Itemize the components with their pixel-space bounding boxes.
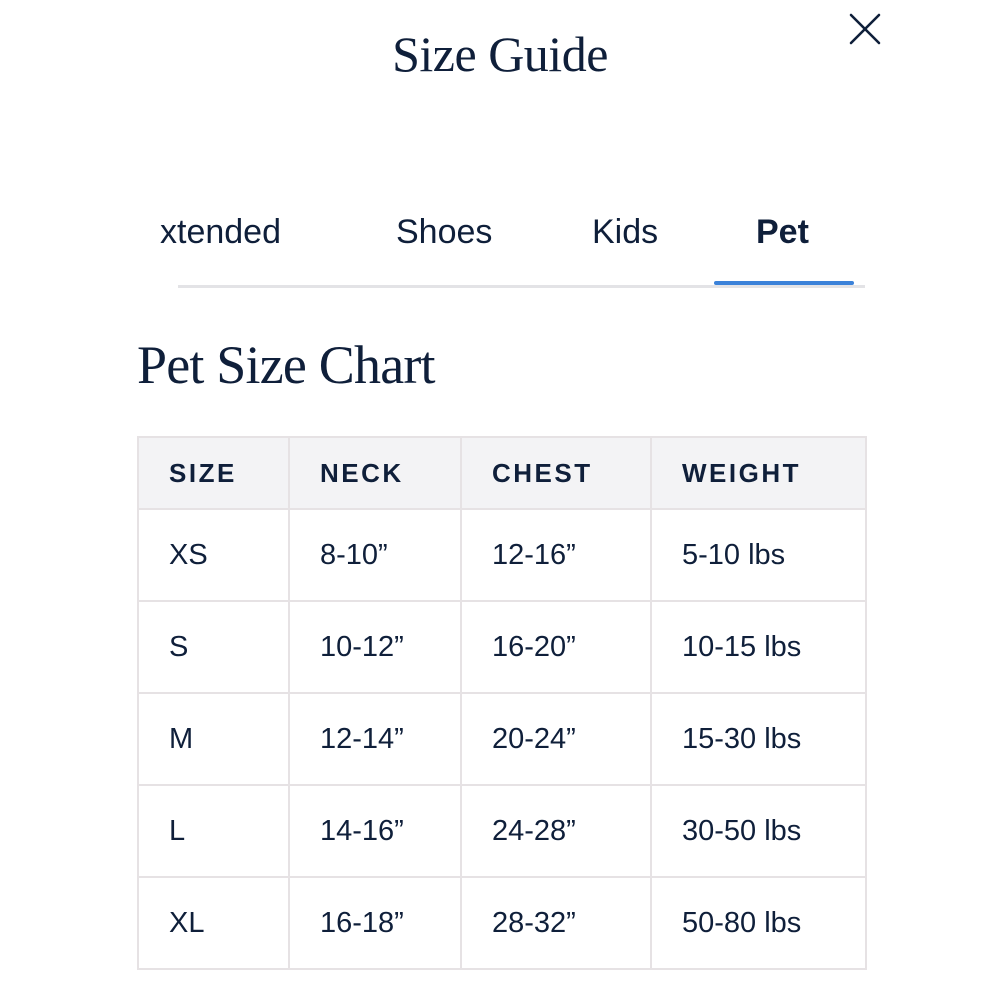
tab-kids[interactable]: Kids [592, 213, 659, 251]
tab-pet[interactable]: Pet [756, 213, 809, 251]
close-icon [842, 8, 888, 54]
cell-neck: 8-10” [289, 509, 461, 601]
table-row [138, 877, 866, 969]
chart-title: Pet Size Chart [137, 335, 435, 395]
cell-chest: 24-28” [461, 785, 651, 877]
cell-size: XS [138, 509, 289, 601]
tabs-divider [178, 285, 865, 288]
cell-weight: 15-30 lbs [651, 693, 866, 785]
cell-weight: 10-15 lbs [651, 601, 866, 693]
column-header-size: SIZE [138, 437, 289, 509]
cell-chest: 20-24” [461, 693, 651, 785]
cell-weight: 5-10 lbs [651, 509, 866, 601]
cell-weight: 30-50 lbs [651, 785, 866, 877]
cell-chest: 16-20” [461, 601, 651, 693]
cell-chest: 12-16” [461, 509, 651, 601]
modal-title: Size Guide [392, 26, 608, 82]
column-header-weight: WEIGHT [651, 437, 866, 509]
cell-neck: 16-18” [289, 877, 461, 969]
cell-chest: 28-32” [461, 877, 651, 969]
table-row [138, 785, 866, 877]
cell-size: S [138, 601, 289, 693]
cell-neck: 12-14” [289, 693, 461, 785]
table-row [138, 509, 866, 601]
table-header-row [138, 437, 866, 509]
cell-weight: 50-80 lbs [651, 877, 866, 969]
active-tab-indicator [714, 281, 854, 285]
tab-extended[interactable]: xtended [160, 213, 281, 251]
column-header-chest: CHEST [461, 437, 651, 509]
pet-size-table [137, 436, 867, 970]
size-category-tabs [160, 200, 865, 290]
cell-neck: 10-12” [289, 601, 461, 693]
close-button[interactable] [842, 8, 888, 54]
table-row [138, 693, 866, 785]
cell-size: XL [138, 877, 289, 969]
tab-shoes[interactable]: Shoes [396, 213, 493, 251]
column-header-neck: NECK [289, 437, 461, 509]
table-row [138, 601, 866, 693]
cell-size: M [138, 693, 289, 785]
cell-neck: 14-16” [289, 785, 461, 877]
cell-size: L [138, 785, 289, 877]
